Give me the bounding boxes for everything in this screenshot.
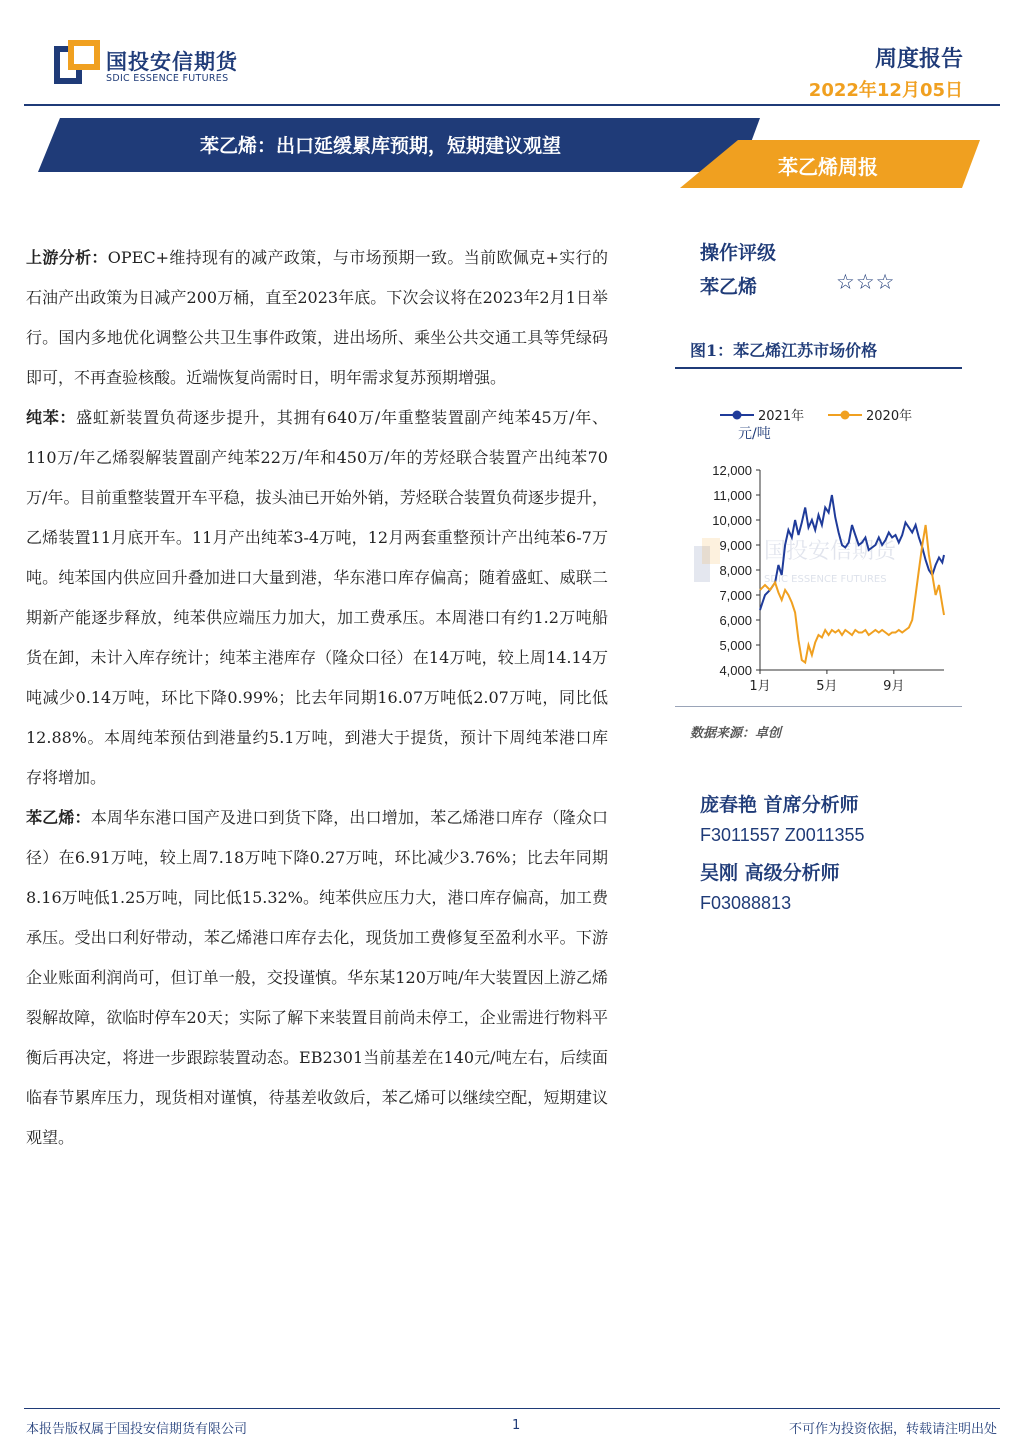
analyst-2-license: F03088813 (700, 893, 792, 913)
page-number: 1 (512, 1418, 521, 1433)
y-tick-label: 11,000 (713, 488, 752, 503)
legend-marker (841, 411, 850, 420)
analyst-1-name: 庞春艳 首席分析师 (700, 794, 859, 816)
paragraph-text: OPEC+维持现有的减产政策，与市场预期一致。当前欧佩克+实行的石油产出政策为日减产200万桶，直至2023年底。下次会议将在2023年2月1日举行。国内多地优化调整公共卫生事件政策，进出场所、乘坐公共交通工具等凭绿码即可，不再查验核酸。近端恢复尚需时日，明年需求复苏预期增强。 (26, 248, 608, 387)
y-tick-label: 12,000 (712, 463, 752, 478)
y-tick-label: 9,000 (719, 538, 752, 553)
analyst-1-license: F3011557 Z0011355 (700, 825, 865, 845)
footer-copyright: 本报告版权属于国投安信期货有限公司 (26, 1422, 248, 1437)
y-tick-label: 6,000 (719, 613, 752, 628)
legend-label: 2020年 (866, 409, 913, 424)
x-tick-label: 5月 (816, 679, 838, 694)
watermark-cn: 国投安信期货 (764, 539, 897, 564)
footer-disclaimer: 不可作为投资依据，转载请注明出处 (788, 1422, 997, 1437)
report-tag: 苯乙烯周报 (778, 155, 878, 179)
x-tick-label: 9月 (883, 679, 905, 694)
y-axis (712, 463, 760, 678)
styrene-paragraph (26, 798, 608, 1158)
y-tick-label: 5,000 (719, 638, 752, 653)
figure-divider (675, 367, 962, 369)
header-divider (24, 104, 1000, 106)
paragraph-label: 苯乙烯： (26, 808, 91, 827)
rating-product: 苯乙烯 (700, 276, 758, 298)
rating-stars-icon: ☆☆☆ (836, 270, 896, 294)
x-tick-label: 1月 (749, 679, 771, 694)
logo-chinese-name: 国投安信期货 (106, 50, 238, 74)
x-axis (749, 670, 944, 694)
upstream-paragraph (26, 238, 608, 398)
legend-marker (733, 411, 742, 420)
report-title: 苯乙烯：出口延缓累库预期，短期建议观望 (200, 135, 562, 157)
y-tick-label: 10,000 (712, 513, 752, 528)
price-chart (676, 398, 966, 708)
y-tick-label: 8,000 (719, 563, 752, 578)
paragraph-label: 上游分析： (26, 248, 108, 267)
chart-bottom-divider (675, 706, 962, 707)
company-logo-icon (54, 40, 100, 84)
paragraph-text: 本周华东港口国产及进口到货下降，出口增加，苯乙烯港口库存（隆众口径）在6.91万吨，较上周7.18万吨下降0.27万吨，环比减少3.76%；比去年同期8.16万吨低1.25万吨，同比低15.32%。纯苯供应压力大，港口库存偏高，加工费承压。受出口利好带动，苯乙烯港口库存去化，现货加工费修复至盈利水平。下游企业账面利润尚可，但订单一般，交投谨慎。华东某120万吨/年大装置因上游乙烯裂解故障，欲临时停车20天；实际了解下来装置目前尚未停工，企业需进行物料平衡后再决定，将进一步跟踪装置动态。EB2301当前基差在140元/吨左右，后续面临春节累库压力，现货相对谨慎，待基差收敛后，苯乙烯可以继续空配，短期建议观望。 (26, 808, 608, 1147)
logo-english-name: SDIC ESSENCE FUTURES (106, 73, 229, 84)
report-type: 周度报告 (874, 47, 963, 72)
data-source: 数据来源：卓创 (690, 726, 782, 741)
chart-legend (720, 408, 912, 424)
figure-title: 图1：苯乙烯江苏市场价格 (690, 341, 878, 360)
report-date: 2022年12月05日 (808, 80, 963, 101)
y-tick-label: 4,000 (719, 663, 752, 678)
footer-divider (24, 1408, 1000, 1409)
rating-title: 操作评级 (700, 242, 777, 264)
watermark-en: SDIC ESSENCE FUTURES (764, 574, 887, 585)
y-tick-label: 7,000 (719, 588, 752, 603)
paragraph-text: 盛虹新装置负荷逐步提升，其拥有640万/年重整装置副产纯苯45万/年、110万/年乙烯裂解装置副产纯苯22万/年和450万/年的芳烃联合装置产出纯苯70万/年。目前重整装置开车平稳，拔头油已开始外销，芳烃联合装置负荷逐步提升，乙烯装置11月底开车。11月产出纯苯3-4万吨，12月两套重整预计产出纯苯6-7万吨。纯苯国内供应回升叠加进口大量到港，华东港口库存偏高；随着盛虹、威联二期新产能逐步释放，纯苯供应端压力加大，加工费承压。本周港口有约1.2万吨船货在卸，未计入库存统计；纯苯主港库存（隆众口径）在14万吨，较上周14.14万吨减少0.14万吨，环比下降0.99%；比去年同期16.07万吨低2.07万吨，同比低12.88%。本周纯苯预估到港量约5.1万吨，到港大于提货，预计下周纯苯港口库存将增加。 (26, 408, 608, 787)
benzene-paragraph (26, 398, 608, 798)
y-axis-unit: 元/吨 (738, 426, 771, 442)
main-content (26, 238, 608, 1158)
analyst-2-name: 吴刚 高级分析师 (700, 862, 840, 884)
paragraph-label: 纯苯： (26, 408, 77, 427)
legend-label: 2021年 (758, 409, 805, 424)
